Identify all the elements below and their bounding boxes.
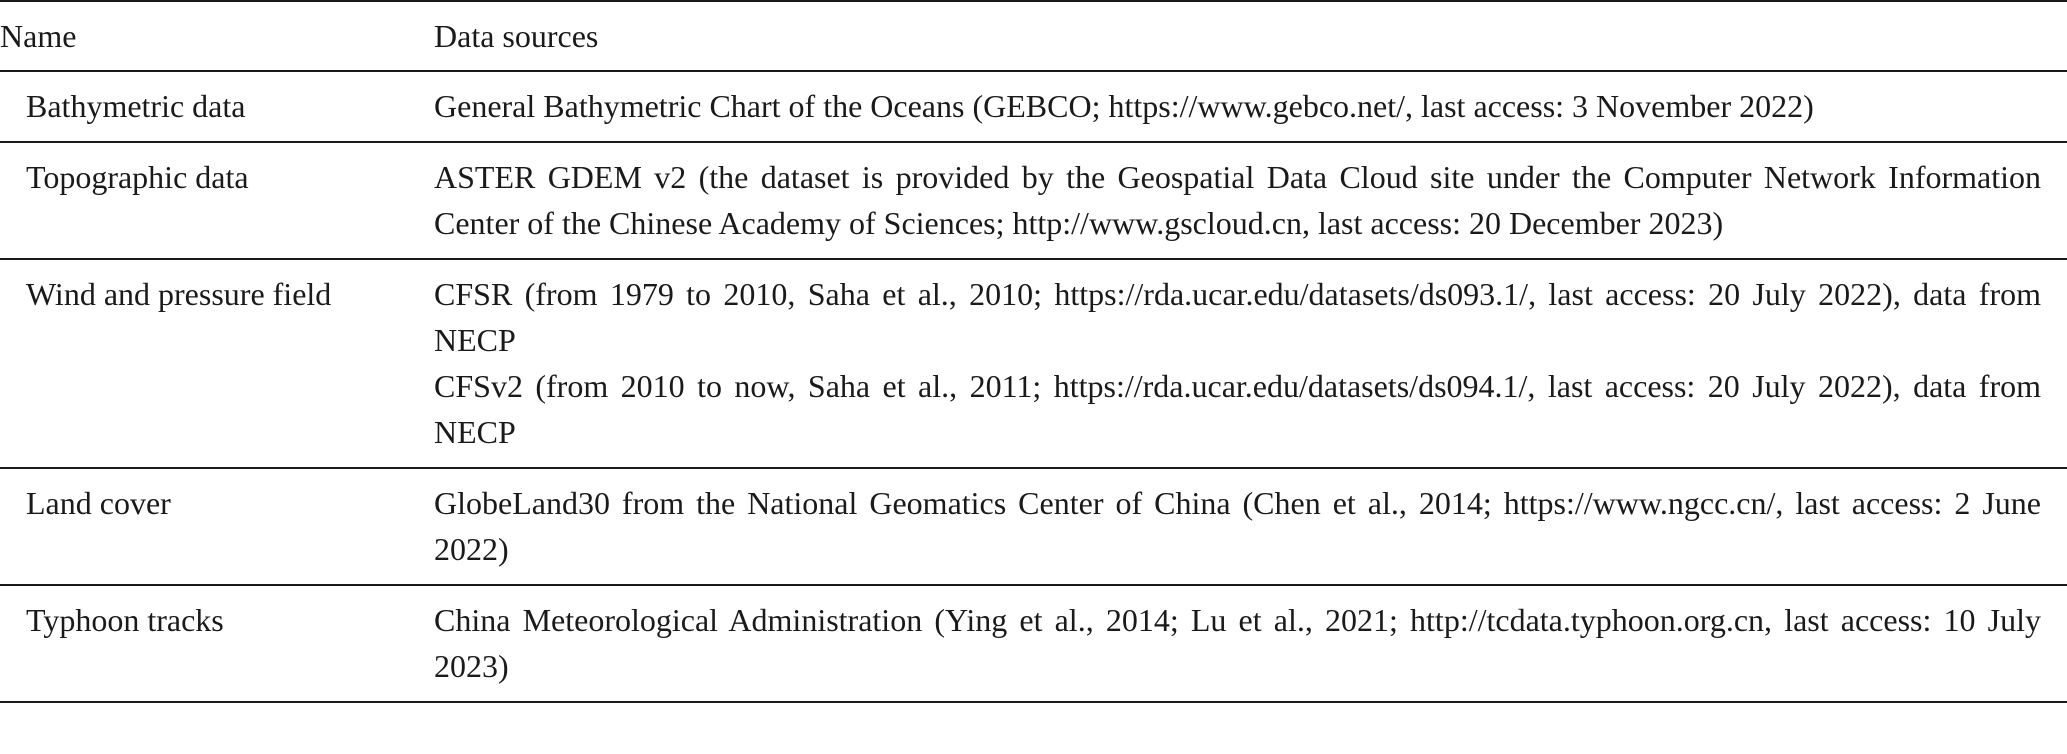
- table-row: [0, 259, 2067, 468]
- row-sources-cell: [434, 468, 2067, 585]
- table-row: [0, 585, 2067, 702]
- source-entry: CFSv2 (from 2010 to now, Saha et al., 2011; https://rda.ucar.edu/datasets/ds094.1/, last access: 20 July 2022), data from NECP: [434, 368, 2041, 450]
- row-name-cell: Land cover: [0, 468, 434, 585]
- table-header-row: [0, 1, 2067, 71]
- row-name-cell: Bathymetric data: [0, 71, 434, 142]
- row-sources-cell: [434, 142, 2067, 259]
- column-header-name: Name: [0, 1, 434, 71]
- source-entry: China Meteorological Administration (Ying et al., 2014; Lu et al., 2021; http://tcdata.typhoon.org.cn, last access: 10 July 2023): [434, 602, 2041, 684]
- source-entry: GlobeLand30 from the National Geomatics Center of China (Chen et al., 2014; https://www.ngcc.cn/, last access: 2 June 2022): [434, 485, 2041, 567]
- row-sources-cell: [434, 71, 2067, 142]
- row-sources-cell: [434, 259, 2067, 468]
- table-row: [0, 71, 2067, 142]
- source-entry: ASTER GDEM v2 (the dataset is provided by the Geospatial Data Cloud site under the Computer Network Information Center of the Chinese Academy of Sciences; http://www.gscloud.cn, last access: 20 December 2023): [434, 159, 2041, 241]
- row-name-cell: Wind and pressure field: [0, 259, 434, 468]
- source-entry: General Bathymetric Chart of the Oceans (GEBCO; https://www.gebco.net/, last access: 3 November 2022): [434, 88, 1814, 124]
- column-header-data-sources: Data sources: [434, 1, 2067, 71]
- row-name-cell: Topographic data: [0, 142, 434, 259]
- table-row: [0, 468, 2067, 585]
- row-name-cell: Typhoon tracks: [0, 585, 434, 702]
- row-sources-cell: [434, 585, 2067, 702]
- source-entry: CFSR (from 1979 to 2010, Saha et al., 2010; https://rda.ucar.edu/datasets/ds093.1/, last access: 20 July 2022), data from NECP: [434, 276, 2041, 358]
- table-row: [0, 142, 2067, 259]
